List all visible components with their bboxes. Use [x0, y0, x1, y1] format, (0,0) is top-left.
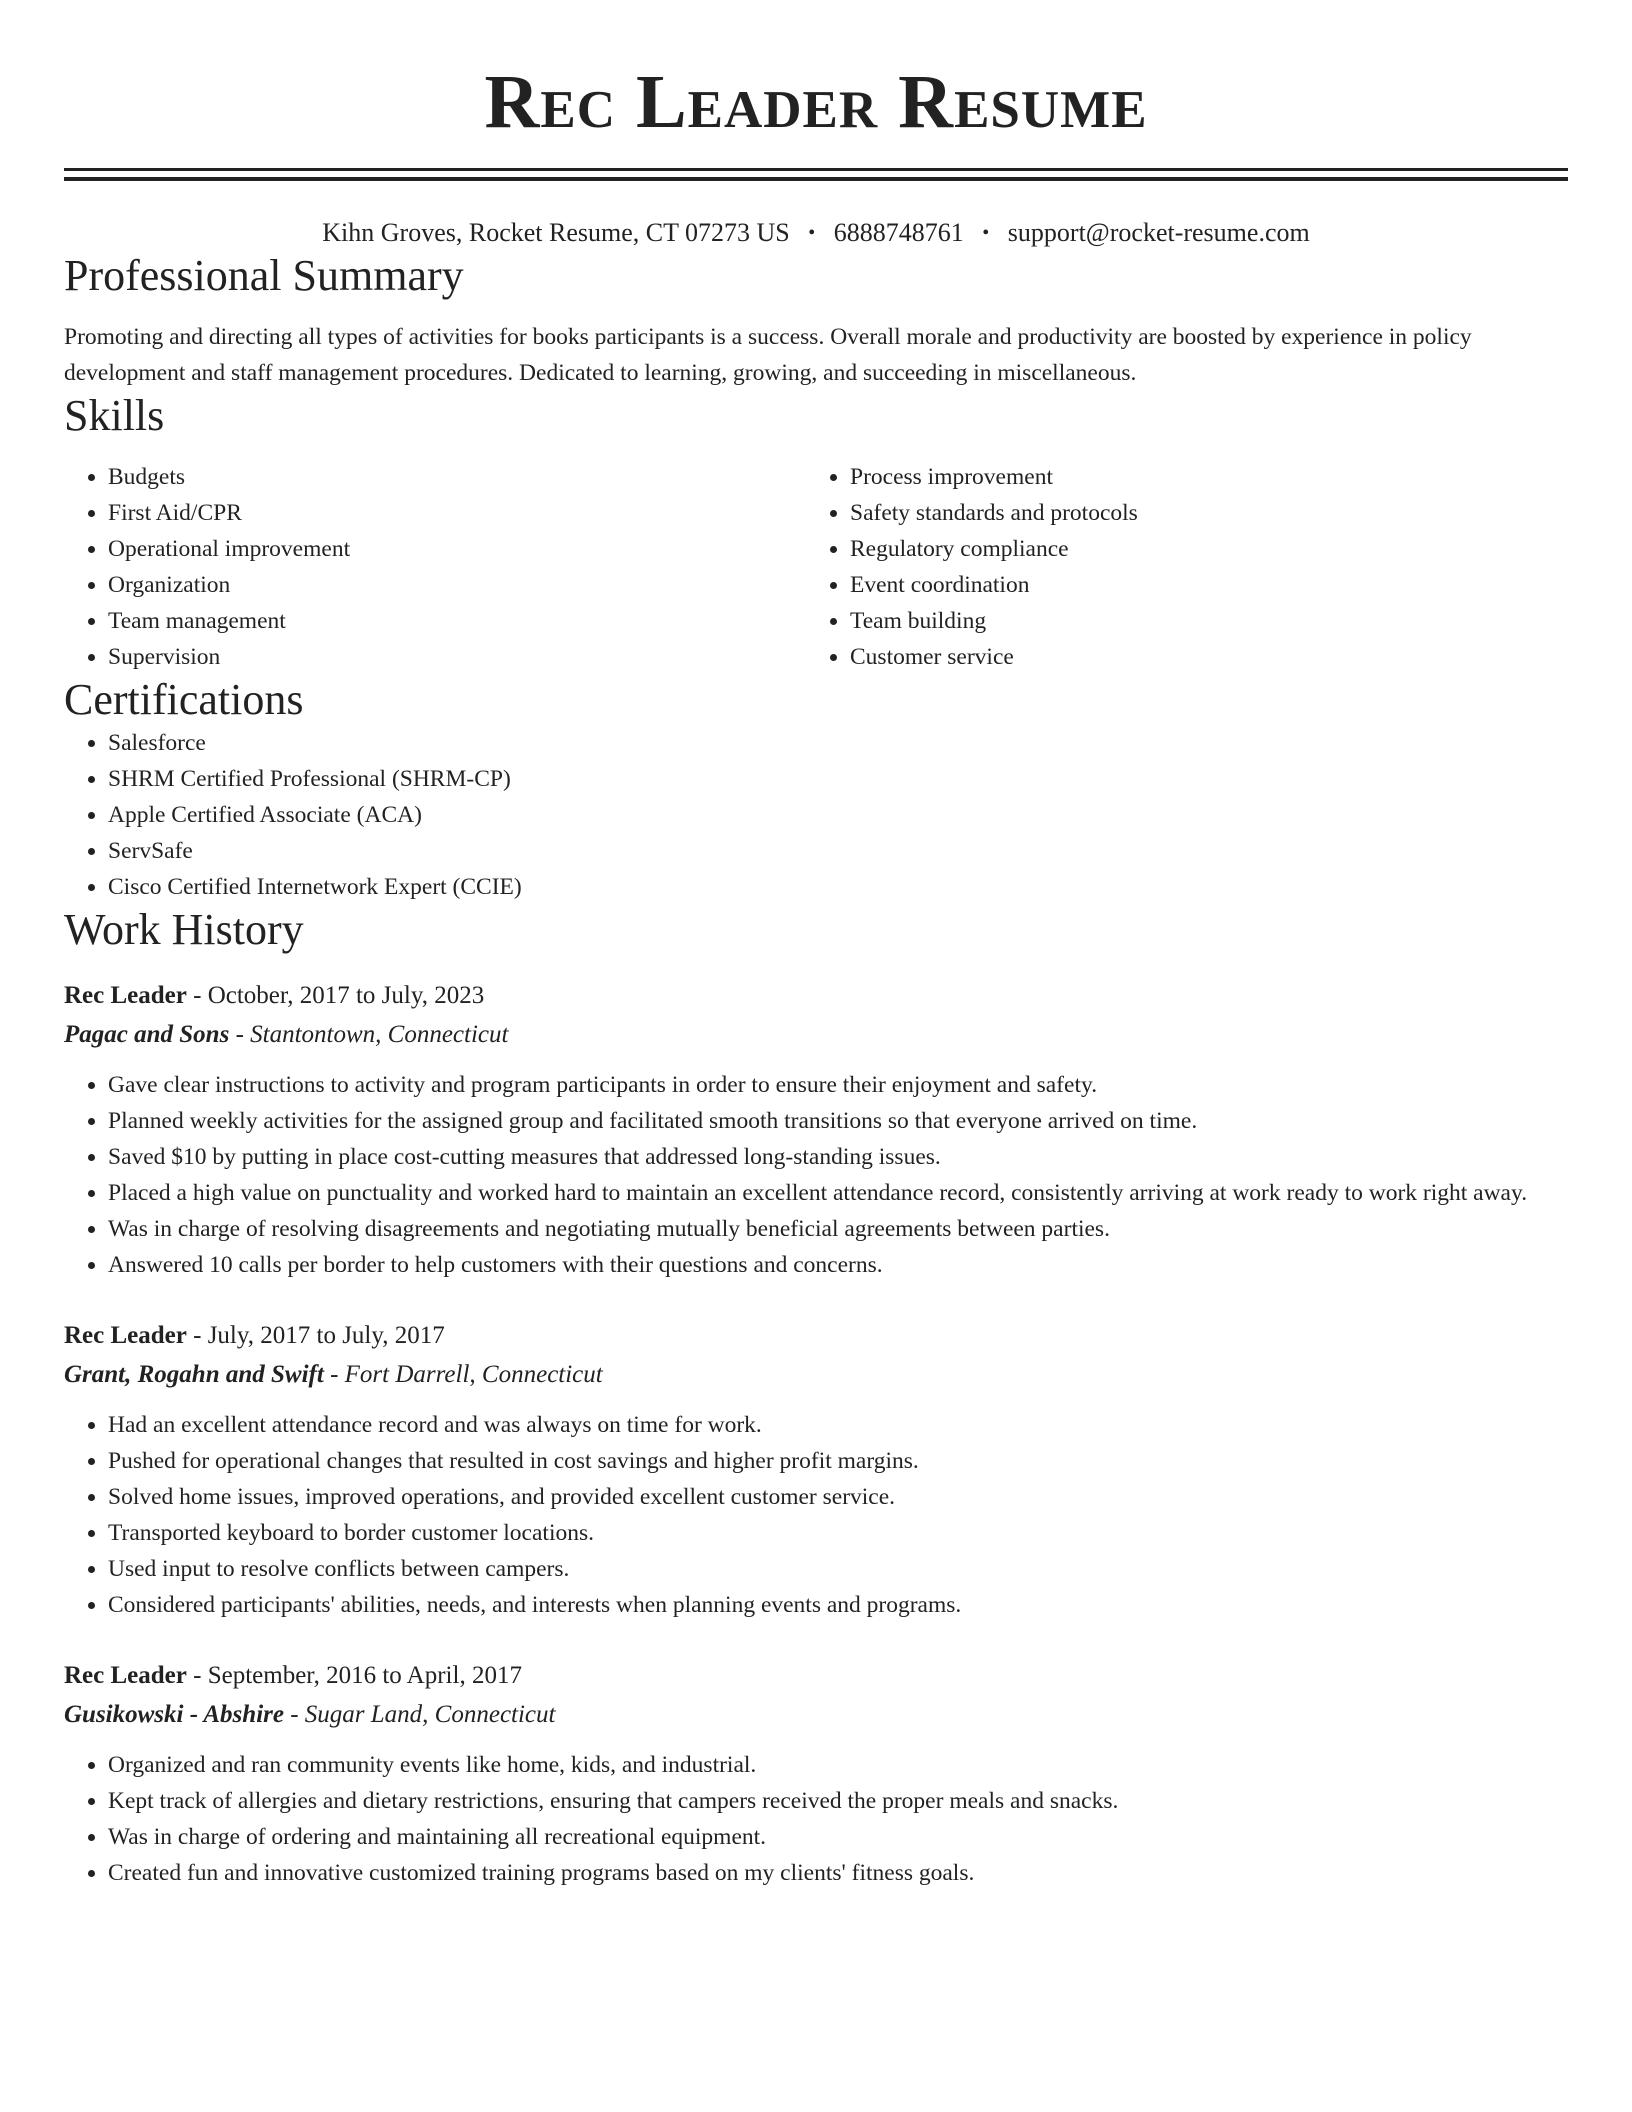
contact-email: support@rocket-resume.com [1007, 218, 1310, 247]
job-bullet: • Solved home issues, improved operations, and provided excellent customer service. [108, 1479, 1568, 1515]
job-bullets [64, 1067, 1568, 1283]
certifications-list [64, 725, 1568, 905]
job-dates: - September, 2016 to April, 2017 [186, 1662, 522, 1689]
skill-item: • Process improvement [850, 459, 1548, 495]
job-title-line [64, 1657, 1568, 1695]
job-bullet: • Used input to resolve conflicts between campers. [108, 1551, 1568, 1587]
job-title: Rec Leader [64, 1662, 187, 1689]
resume-page [64, 0, 1568, 1891]
job-bullet: • Pushed for operational changes that resulted in cost savings and higher profit margins. [108, 1443, 1568, 1479]
job-company-line [64, 1355, 1568, 1395]
job-bullet: • Organized and ran community events like home, kids, and industrial. [108, 1747, 1568, 1783]
certification-item: • Apple Certified Associate (ACA) [108, 797, 1568, 833]
job-bullet: • Transported keyboard to border customer locations. [108, 1515, 1568, 1551]
job-bullet: • Was in charge of resolving disagreements and negotiating mutually beneficial agreements between parties. [108, 1211, 1568, 1247]
job-bullets [64, 1407, 1568, 1623]
contact-line [64, 217, 1568, 251]
certification-item: • SHRM Certified Professional (SHRM-CP) [108, 761, 1568, 797]
job-bullet: • Considered participants' abilities, needs, and interests when planning events and programs. [108, 1587, 1568, 1623]
job-title: Rec Leader [64, 1322, 187, 1349]
skill-item: • Supervision [108, 639, 806, 675]
job-location: - Stantontown, Connecticut [229, 1021, 509, 1048]
job-entry [64, 1317, 1568, 1623]
summary-heading: Professional Summary [64, 251, 464, 300]
skills-column-right [806, 459, 1548, 675]
skill-item: • Budgets [108, 459, 806, 495]
work-history-heading: Work History [64, 905, 304, 954]
job-company: Gusikowski - Abshire [64, 1701, 284, 1728]
job-entry [64, 1657, 1568, 1891]
skill-item: • Organization [108, 567, 806, 603]
job-company-line [64, 1015, 1568, 1055]
skills-grid [64, 459, 1568, 675]
skills-column-left [64, 459, 806, 675]
skill-item: • Safety standards and protocols [850, 495, 1548, 531]
job-dates: - October, 2017 to July, 2023 [186, 982, 485, 1009]
contact-address: Kihn Groves, Rocket Resume, CT 07273 US [322, 218, 790, 247]
title-double-rule [64, 168, 1568, 181]
certification-item: • ServSafe [108, 833, 1568, 869]
summary-text: Promoting and directing all types of activities for books participants is a success. Overall morale and productivity are boosted by experience in policy development and staff management procedures. Dedicated to learning, growing, and succeeding in miscellaneous. [64, 324, 1472, 386]
job-bullets [64, 1747, 1568, 1891]
skill-item: • Customer service [850, 639, 1548, 675]
job-bullet: • Answered 10 calls per border to help customers with their questions and concerns. [108, 1247, 1568, 1283]
job-title-line [64, 977, 1568, 1015]
job-company-line [64, 1695, 1568, 1735]
job-bullet: • Was in charge of ordering and maintaining all recreational equipment. [108, 1819, 1568, 1855]
certifications-heading: Certifications [64, 675, 304, 724]
skill-item: • Team management [108, 603, 806, 639]
resume-title: Rec Leader Resume [484, 60, 1148, 144]
job-bullet: • Saved $10 by putting in place cost-cutting measures that addressed long-standing issues. [108, 1139, 1568, 1175]
job-location: - Fort Darrell, Connecticut [323, 1361, 603, 1388]
job-location: - Sugar Land, Connecticut [283, 1701, 556, 1728]
skills-heading: Skills [64, 391, 165, 440]
job-bullet: • Planned weekly activities for the assigned group and facilitated smooth transitions so that everyone arrived on time. [108, 1103, 1568, 1139]
job-entry [64, 977, 1568, 1283]
job-bullet: • Had an excellent attendance record and was always on time for work. [108, 1407, 1568, 1443]
contact-phone: 6888748761 [833, 218, 964, 247]
job-company: Grant, Rogahn and Swift [64, 1361, 324, 1388]
skill-item: • Operational improvement [108, 531, 806, 567]
contact-separator: • [808, 222, 816, 244]
job-bullet: • Kept track of allergies and dietary restrictions, ensuring that campers received the proper meals and snacks. [108, 1783, 1568, 1819]
job-dates: - July, 2017 to July, 2017 [186, 1322, 445, 1349]
job-bullet: • Created fun and innovative customized training programs based on my clients' fitness goals. [108, 1855, 1568, 1891]
certification-item: • Salesforce [108, 725, 1568, 761]
job-bullet: • Placed a high value on punctuality and worked hard to maintain an excellent attendance record, consistently arriving at work ready to work right away. [108, 1175, 1568, 1211]
job-title: Rec Leader [64, 982, 187, 1009]
skill-item: • Team building [850, 603, 1548, 639]
skill-item: • Event coordination [850, 567, 1548, 603]
job-title-line [64, 1317, 1568, 1355]
job-bullet: • Gave clear instructions to activity and program participants in order to ensure their enjoyment and safety. [108, 1067, 1568, 1103]
skill-item: • First Aid/CPR [108, 495, 806, 531]
job-company: Pagac and Sons [64, 1021, 230, 1048]
skill-item: • Regulatory compliance [850, 531, 1548, 567]
certification-item: • Cisco Certified Internetwork Expert (CCIE) [108, 869, 1568, 905]
contact-separator: • [982, 222, 990, 244]
